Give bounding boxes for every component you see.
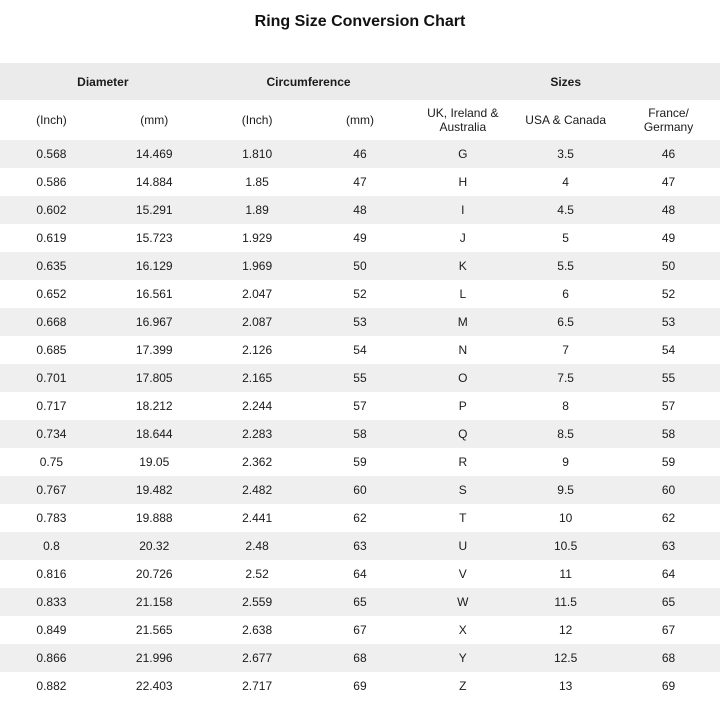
table-cell: 1.85 — [245, 175, 269, 189]
table-cell: 22.403 — [135, 679, 173, 693]
table-cell: 15.723 — [135, 231, 173, 245]
table-cell: 0.701 — [36, 371, 67, 385]
table-cell: 0.685 — [36, 343, 67, 357]
table-cell: 64 — [661, 567, 676, 581]
table-cell: 60 — [661, 483, 676, 497]
table-cell: O — [458, 371, 468, 385]
column-header-france-germany: France/ Germany — [617, 100, 720, 140]
table-cell: 59 — [661, 455, 676, 469]
table-row — [0, 196, 720, 224]
table-cell: 20.32 — [139, 539, 170, 553]
table-cell: Q — [458, 427, 468, 441]
table-cell: 47 — [353, 175, 367, 189]
table-cell: 5.5 — [557, 259, 574, 273]
table-row — [0, 476, 720, 504]
table-cell: 0.668 — [36, 315, 67, 329]
table-cell: 10 — [558, 511, 573, 525]
table-cell: 9.5 — [557, 483, 574, 497]
table-row — [0, 532, 720, 560]
table-cell: 49 — [661, 231, 676, 245]
table-cell: 0.75 — [39, 455, 64, 469]
table-cell: 8.5 — [557, 427, 574, 441]
table-cell: 2.362 — [242, 455, 273, 469]
table-row — [0, 588, 720, 616]
table-cell: 3.5 — [557, 147, 574, 161]
table-cell: 0.783 — [36, 511, 67, 525]
table-cell: 0.734 — [36, 427, 67, 441]
table-cell: 2.047 — [242, 287, 273, 301]
table-body — [0, 140, 720, 700]
table-cell: 55 — [353, 371, 367, 385]
table-cell: 58 — [661, 427, 676, 441]
group-header-row — [0, 63, 720, 100]
table-row — [0, 420, 720, 448]
table-cell: 58 — [353, 427, 367, 441]
table-cell: 5 — [562, 231, 569, 245]
table-cell: 12.5 — [553, 651, 578, 665]
table-cell: 0.767 — [36, 483, 67, 497]
table-cell: 62 — [353, 511, 367, 525]
table-cell: J — [459, 231, 466, 245]
column-header-uk-ireland-australia: UK, Ireland & Australia — [411, 100, 514, 140]
table-cell: T — [459, 511, 467, 525]
table-row — [0, 644, 720, 672]
table-cell: 0.849 — [36, 623, 67, 637]
table-cell: 46 — [353, 147, 367, 161]
table-cell: 50 — [661, 259, 676, 273]
table-row — [0, 448, 720, 476]
table-cell: 11.5 — [554, 595, 577, 609]
table-cell: I — [461, 203, 465, 217]
table-cell: 21.996 — [135, 651, 173, 665]
table-cell: 21.158 — [135, 595, 173, 609]
table-cell: 69 — [353, 679, 367, 693]
table-cell: 16.561 — [135, 287, 173, 301]
table-cell: P — [458, 399, 467, 413]
table-cell: 0.717 — [36, 399, 67, 413]
table-row — [0, 504, 720, 532]
table-cell: 2.126 — [242, 343, 273, 357]
table-cell: X — [458, 623, 467, 637]
table-cell: 20.726 — [135, 567, 173, 581]
group-header-circumference: Circumference — [206, 63, 412, 100]
table-cell: 7.5 — [557, 371, 574, 385]
table-row — [0, 168, 720, 196]
table-cell: K — [458, 259, 467, 273]
table-cell: 18.212 — [135, 399, 173, 413]
table-cell: 18.644 — [135, 427, 173, 441]
table-cell: L — [459, 287, 467, 301]
table-cell: 2.087 — [242, 315, 273, 329]
table-cell: 2.52 — [245, 567, 269, 581]
table-cell: 68 — [661, 651, 676, 665]
table-cell: 60 — [353, 483, 367, 497]
group-header-sizes: Sizes — [411, 63, 720, 100]
table-cell: 48 — [661, 203, 676, 217]
table-cell: 4.5 — [557, 203, 574, 217]
table-cell: 19.05 — [139, 455, 170, 469]
table-cell: 2.165 — [242, 371, 273, 385]
table-cell: 63 — [353, 539, 367, 553]
table-cell: 19.888 — [135, 511, 173, 525]
table-cell: 62 — [661, 511, 676, 525]
table-cell: 16.967 — [135, 315, 173, 329]
table-cell: 6 — [562, 287, 569, 301]
table-row — [0, 224, 720, 252]
table-cell: 0.652 — [36, 287, 67, 301]
group-header-diameter: Diameter — [0, 63, 206, 100]
table-cell: 55 — [661, 371, 676, 385]
table-cell: 11 — [559, 567, 572, 581]
table-cell: 57 — [661, 399, 676, 413]
column-header-row — [0, 100, 720, 140]
table-cell: 67 — [353, 623, 367, 637]
table-cell: 4 — [562, 175, 569, 189]
table-cell: Z — [459, 679, 467, 693]
table-row — [0, 616, 720, 644]
table-cell: 16.129 — [135, 259, 173, 273]
table-cell: 13 — [558, 679, 573, 693]
table-cell: 6.5 — [557, 315, 574, 329]
table-cell: 46 — [661, 147, 676, 161]
table-cell: 2.441 — [242, 511, 273, 525]
table-row — [0, 336, 720, 364]
table-cell: 53 — [661, 315, 676, 329]
table-cell: 2.244 — [242, 399, 273, 413]
table-header — [0, 63, 720, 140]
table-cell: 7 — [562, 343, 569, 357]
page-title: Ring Size Conversion Chart — [254, 13, 466, 30]
table-cell: 0.833 — [36, 595, 67, 609]
table-cell: W — [457, 595, 469, 609]
table-cell: 2.482 — [242, 483, 273, 497]
table-cell: 12 — [558, 623, 573, 637]
column-header-diameter-mm: (mm) — [103, 100, 206, 140]
table-cell: 0.635 — [36, 259, 67, 273]
table-cell: 65 — [661, 595, 676, 609]
table-cell: 54 — [661, 343, 676, 357]
table-cell: M — [457, 315, 468, 329]
table-cell: 2.283 — [242, 427, 273, 441]
table-cell: 0.882 — [36, 679, 67, 693]
table-cell: 10.5 — [553, 539, 578, 553]
table-cell: 57 — [353, 399, 367, 413]
table-cell: 59 — [353, 455, 367, 469]
table-cell: 52 — [353, 287, 367, 301]
table-cell: 65 — [353, 595, 367, 609]
table-cell: 21.565 — [135, 623, 173, 637]
column-header-diameter-inch: (Inch) — [0, 100, 103, 140]
table-cell: 17.805 — [135, 371, 173, 385]
table-row — [0, 364, 720, 392]
table-cell: 2.48 — [245, 539, 269, 553]
column-header-usa-canada: USA & Canada — [514, 100, 617, 140]
table-cell: 64 — [353, 567, 367, 581]
table-row — [0, 140, 720, 168]
table-cell: 15.291 — [135, 203, 173, 217]
table-row — [0, 280, 720, 308]
table-cell: 9 — [562, 455, 569, 469]
table-cell: 2.717 — [242, 679, 273, 693]
conversion-table — [0, 63, 720, 700]
table-cell: 68 — [353, 651, 367, 665]
table-cell: 0.619 — [36, 231, 67, 245]
table-cell: 0.8 — [43, 539, 60, 553]
column-header-circumference-mm: (mm) — [309, 100, 412, 140]
column-header-circumference-inch: (Inch) — [206, 100, 309, 140]
table-cell: 1.89 — [245, 203, 269, 217]
table-cell: 8 — [562, 399, 569, 413]
table-cell: 0.586 — [36, 175, 67, 189]
table-cell: U — [458, 539, 468, 553]
table-row — [0, 560, 720, 588]
table-cell: 0.568 — [36, 147, 67, 161]
table-cell: N — [458, 343, 468, 357]
table-cell: Y — [458, 651, 467, 665]
table-cell: 0.816 — [36, 567, 67, 581]
table-cell: 67 — [661, 623, 676, 637]
table-cell: R — [458, 455, 468, 469]
table-cell: H — [458, 175, 468, 189]
table-cell: 14.469 — [135, 147, 173, 161]
table-cell: 14.884 — [135, 175, 173, 189]
table-cell: 47 — [661, 175, 676, 189]
table-cell: 1.929 — [242, 231, 273, 245]
table-cell: 2.559 — [242, 595, 273, 609]
table-cell: 0.602 — [36, 203, 67, 217]
table-cell: 17.399 — [135, 343, 173, 357]
table-cell: 52 — [661, 287, 676, 301]
table-row — [0, 392, 720, 420]
table-cell: 54 — [353, 343, 367, 357]
table-cell: 2.677 — [242, 651, 273, 665]
table-row — [0, 252, 720, 280]
table-cell: 50 — [353, 259, 367, 273]
table-row — [0, 308, 720, 336]
table-cell: 63 — [661, 539, 676, 553]
table-cell: 53 — [353, 315, 367, 329]
table-cell: 2.638 — [242, 623, 273, 637]
table-cell: G — [458, 147, 468, 161]
table-cell: S — [458, 483, 467, 497]
table-cell: 1.969 — [242, 259, 273, 273]
table-cell: 19.482 — [135, 483, 173, 497]
table-cell: 69 — [661, 679, 676, 693]
table-cell: 48 — [353, 203, 367, 217]
table-cell: 0.866 — [36, 651, 67, 665]
table-cell: 49 — [353, 231, 367, 245]
table-cell: V — [458, 567, 467, 581]
table-row — [0, 672, 720, 700]
table-cell: 1.810 — [242, 147, 273, 161]
